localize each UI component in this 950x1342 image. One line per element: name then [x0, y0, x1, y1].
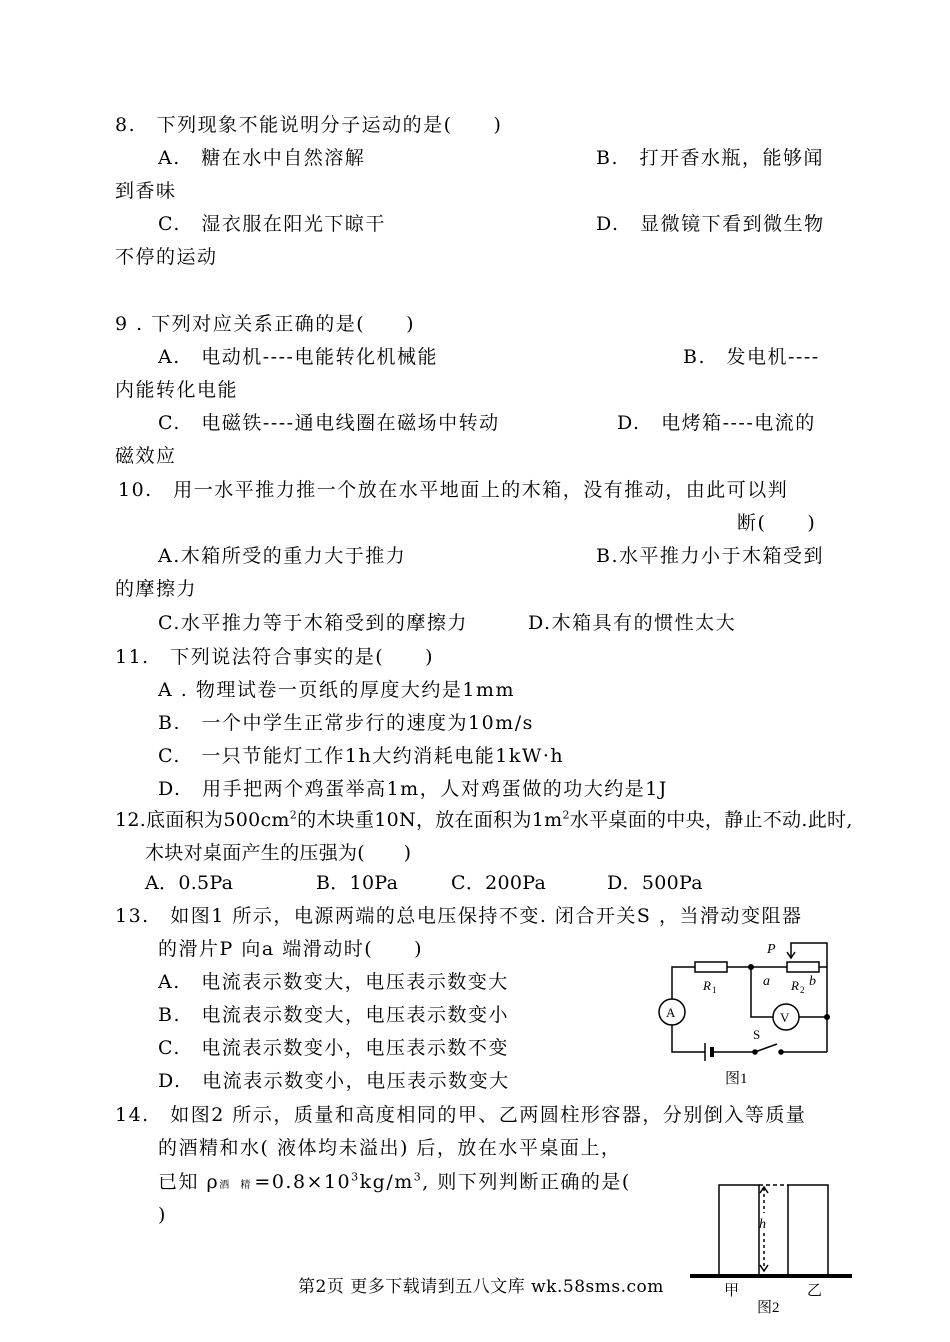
svg-text:A: A	[666, 1005, 676, 1020]
svg-text:R: R	[791, 978, 799, 993]
svg-text:h: h	[759, 1217, 766, 1232]
q13-option-b: B. 电流表示数变大，电压表示数变小	[158, 1004, 510, 1026]
q12-option-d: D．500Pa	[607, 872, 703, 894]
svg-text:1: 1	[712, 985, 717, 995]
q11-option-b: B. 一个中学生正常步行的速度为10m/s	[158, 712, 534, 734]
svg-text:b: b	[809, 974, 816, 989]
q13-option-c: C. 电流表示数变小，电压表示数不变	[158, 1037, 509, 1059]
q13-stem-cont: 的滑片P 向a 端滑动时( )	[158, 938, 424, 960]
q13-option-a: A. 电流表示数变大，电压表示数变大	[158, 971, 509, 993]
q11-stem: 11. 下列说法符合事实的是( )	[115, 646, 435, 668]
q8-option-d: D. 显微镜下看到微生物	[596, 213, 825, 235]
svg-text:R: R	[703, 978, 711, 993]
q9-option-c: C. 电磁铁----通电线圈在磁场中转动	[158, 412, 500, 434]
q8-option-b-cont: 到香味	[115, 180, 177, 202]
q9-option-a: A. 电动机----电能转化机械能	[158, 346, 438, 368]
svg-text:2: 2	[800, 985, 805, 995]
q12-option-b: B．10Pa	[316, 872, 399, 894]
q12-option-a: A．0.5Pa	[145, 872, 234, 894]
svg-text:图1: 图1	[725, 1071, 748, 1087]
svg-text:甲: 甲	[724, 1283, 740, 1299]
q14-stem: 14. 如图2 所示，质量和高度相同的甲、乙两圆柱形容器，分别倒入等质量	[115, 1104, 807, 1126]
q11-option-a: A . 物理试卷一页纸的厚度大约是1mm	[158, 679, 515, 701]
q8-option-a: A. 糖在水中自然溶解	[158, 147, 366, 169]
container-yi	[788, 1185, 828, 1275]
svg-text:P: P	[767, 942, 776, 957]
q8-option-d-cont: 不停的运动	[115, 246, 218, 268]
q12-stem: 12.底面积为$500cm^2$的木块重10N，放在面积为$1m^2$水平桌面的中央，静止不动.此时,	[115, 808, 853, 831]
svg-text:V: V	[780, 1010, 790, 1025]
resistor-r1	[695, 962, 727, 972]
svg-text:图2: 图2	[757, 1300, 780, 1316]
q9-option-d-cont: 磁效应	[115, 445, 177, 467]
q10-option-a: A.木箱所受的重力大于推力	[158, 545, 407, 567]
svg-text:a: a	[763, 974, 770, 989]
q9-option-b-cont: 内能转化电能	[115, 379, 239, 401]
q8-stem: 8. 下列现象不能说明分子运动的是( )	[115, 114, 503, 136]
container-jia	[719, 1185, 759, 1275]
page-footer: 第2页 更多下载请到五八文库 wk.58sms.com	[298, 1277, 664, 1297]
q13-option-d: D. 电流表示数变小，电压表示数变大	[158, 1070, 510, 1092]
q9-option-b: B. 发电机----	[683, 346, 820, 368]
q10-option-b: B.水平推力小于木箱受到	[596, 545, 825, 567]
q14-stem-line3: 已知 ρ酒 精$=0.8\times 10^3kg/m^3$, 则下列判断正确的是(	[158, 1170, 631, 1193]
q10-option-d: D.木箱具有的惯性太大	[528, 612, 737, 634]
figure2-containers	[686, 1175, 856, 1320]
svg-text:乙: 乙	[807, 1283, 823, 1299]
q12-option-c: C．200Pa	[451, 872, 547, 894]
q9-stem: 9 . 下列对应关系正确的是( )	[115, 313, 416, 335]
q9-option-d: D. 电烤箱----电流的	[617, 412, 816, 434]
q11-option-c: C. 一只节能灯工作1h大约消耗电能1kW·h	[158, 745, 565, 767]
q12-stem-cont: 木块对桌面产生的压强为( )	[145, 842, 412, 864]
q11-option-d: D. 用手把两个鸡蛋举高1m，人对鸡蛋做的功大约是1J	[158, 778, 668, 800]
q10-stem: 10. 用一水平推力推一个放在水平地面上的木箱，没有推动，由此可以判	[118, 479, 789, 501]
svg-text:S: S	[753, 1027, 761, 1042]
q10-option-c: C.水平推力等于木箱受到的摩擦力	[158, 612, 468, 634]
figure1-circuit	[655, 935, 855, 1095]
q14-stem-cont: 的酒精和水( 液体均未溢出) 后，放在水平桌面上，	[158, 1137, 622, 1159]
q10-option-b-cont: 的摩擦力	[115, 578, 198, 600]
q10-stem-cont: 断( )	[737, 512, 817, 534]
q13-stem: 13. 如图1 所示，电源两端的总电压保持不变. 闭合开关S ，当滑动变阻器	[115, 905, 803, 927]
q14-stem-line4: )	[158, 1204, 167, 1226]
q8-option-c: C. 湿衣服在阳光下晾干	[158, 213, 386, 235]
q8-option-b: B. 打开香水瓶，能够闻	[596, 147, 825, 169]
resistor-r2	[787, 962, 819, 972]
